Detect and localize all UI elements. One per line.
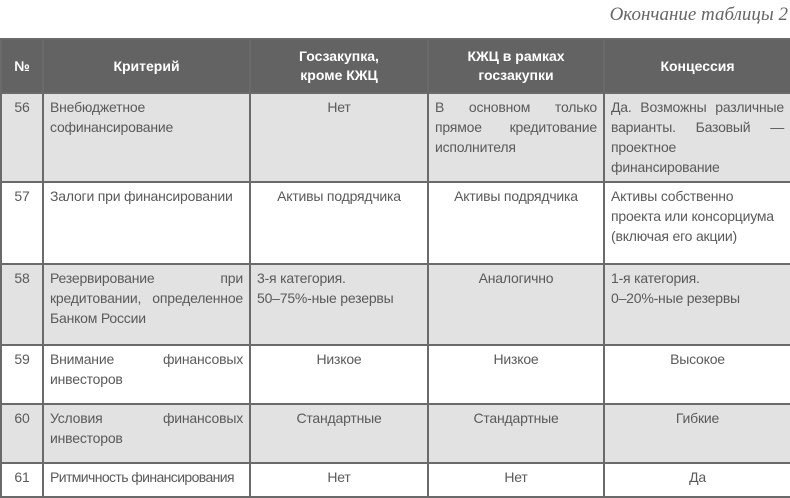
table-caption: Окончание таблицы 2 (609, 4, 788, 25)
row-gov: Активы подрядчика (250, 182, 428, 264)
row-concession: Активы собственно проекта или консорциума (включая его акции) (604, 182, 790, 264)
row-lcc: Низкое (428, 345, 604, 404)
row-num: 56 (1, 93, 43, 182)
row-criterion: Внебюджетное софинансирование (43, 93, 250, 182)
row-concession: Гибкие (604, 404, 790, 463)
header-criterion: Критерий (43, 39, 250, 93)
table-row (1, 404, 790, 463)
header-num: № (1, 39, 43, 93)
row-concession: 1-я категория. 0–20%-ные резервы (604, 264, 790, 345)
row-lcc: Стандартные (428, 404, 604, 463)
table-row (1, 463, 790, 497)
header-gov-procurement: Госзакупка, кроме КЖЦ (250, 39, 428, 93)
row-concession: Высокое (604, 345, 790, 404)
row-criterion: Резервирование при кредитовании, определенное Банком России (43, 264, 250, 345)
row-lcc: В основном только прямое кредитование исполнителя (428, 93, 604, 182)
row-lcc: Аналогично (428, 264, 604, 345)
row-criterion: Залоги при финансировании (43, 182, 250, 264)
row-concession: Да (604, 463, 790, 497)
comparison-table (0, 38, 790, 498)
row-num: 59 (1, 345, 43, 404)
row-num: 57 (1, 182, 43, 264)
row-gov: Низкое (250, 345, 428, 404)
row-gov: Нет (250, 463, 428, 497)
row-criterion: Внимание финансовых инвесторов (43, 345, 250, 404)
table-row (1, 345, 790, 404)
header-concession: Концессия (604, 39, 790, 93)
table-row (1, 93, 790, 182)
row-criterion: Ритмичность финансирования (43, 463, 250, 497)
row-num: 61 (1, 463, 43, 497)
row-gov: Стандартные (250, 404, 428, 463)
table-row (1, 182, 790, 264)
row-lcc: Нет (428, 463, 604, 497)
row-gov: 3-я категория. 50–75%-ные резервы (250, 264, 428, 345)
row-gov: Нет (250, 93, 428, 182)
row-concession: Да. Возможны различные варианты. Базовый — проектное финансирование (604, 93, 790, 182)
header-lcc: КЖЦ в рамках госзакупки (428, 39, 604, 93)
table-row (1, 264, 790, 345)
row-criterion: Условия финансовых инвесторов (43, 404, 250, 463)
header-row (1, 39, 790, 93)
row-num: 58 (1, 264, 43, 345)
row-lcc: Активы подрядчика (428, 182, 604, 264)
row-num: 60 (1, 404, 43, 463)
